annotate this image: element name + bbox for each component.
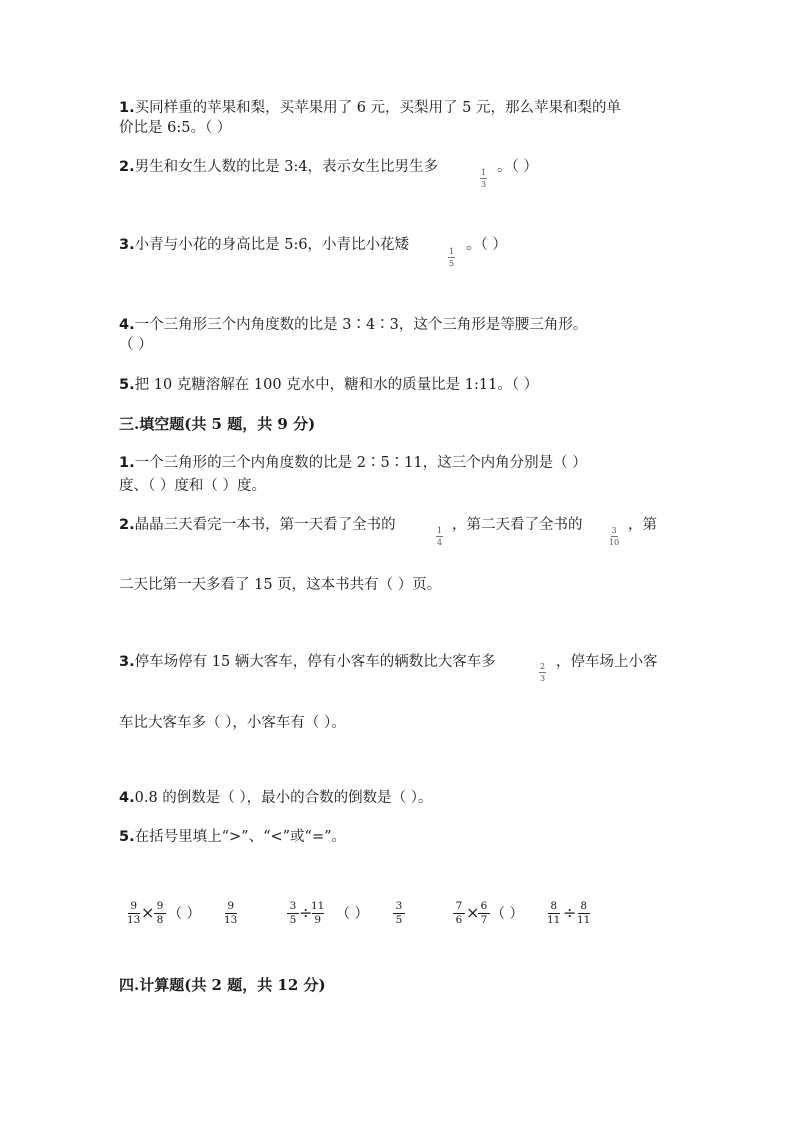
fraction-denominator: 5: [395, 914, 403, 926]
fraction-numerator: 8: [550, 900, 558, 912]
multiply-sign: ×: [141, 903, 155, 922]
divide-sign: ÷: [299, 903, 313, 922]
fraction-denominator: 13: [224, 914, 238, 926]
question-number: 5.: [119, 377, 135, 393]
fraction-numerator: 7: [455, 900, 463, 912]
fraction: [480, 168, 487, 189]
fill-question-1-line2: 度、（ ）度和（ ）度。: [119, 478, 266, 494]
section-heading: 三.填空题(共 5 题，共 9 分): [119, 415, 316, 433]
fill-question-4: [119, 788, 433, 808]
fraction-denominator: 9: [314, 914, 322, 926]
question-text: 小青与小花的身高比是 5:6，小青比小花矮: [134, 237, 410, 253]
fraction-numerator: 9: [130, 900, 138, 912]
judge-question-1: [119, 98, 621, 118]
answer-blank: （ ）: [336, 906, 369, 922]
question-number: 2.: [119, 517, 135, 533]
fraction-numerator: 1: [480, 168, 487, 177]
fraction-denominator: 6: [455, 914, 463, 926]
fraction: [224, 901, 237, 926]
fraction-denominator: 8: [156, 914, 164, 926]
fraction: [453, 901, 465, 926]
fill-question-5: [119, 827, 346, 847]
fraction: [127, 901, 140, 926]
answer-blank: （ ）: [491, 906, 524, 922]
judge-question-3: [119, 235, 409, 255]
fraction-numerator: 9: [156, 900, 164, 912]
question-number: 5.: [119, 829, 135, 845]
fraction-numerator: 1: [436, 526, 443, 535]
fraction-denominator: 10: [609, 538, 620, 547]
question-number: 4.: [119, 317, 135, 333]
fraction: [154, 901, 166, 926]
question-text-part: ，第: [628, 517, 657, 533]
fill-question-2-line2: 二天比第一天多看了 15 页，这本书共有（ ）页。: [119, 577, 442, 593]
question-tail: 。（ ）: [466, 237, 507, 253]
fraction-denominator: 3: [539, 674, 546, 683]
judge-question-4-line2: （ ）: [119, 337, 153, 353]
fraction: [393, 901, 405, 926]
fraction: [311, 901, 324, 926]
question-text: 停车场停有 15 辆大客车，停有小客车的辆数比大客车多: [134, 654, 496, 670]
question-text-part: ，第二天看了全书的: [452, 517, 583, 533]
fraction-numerator: 8: [580, 900, 588, 912]
question-number: 1.: [119, 455, 135, 471]
question-text: 0.8 的倒数是（ ），最小的合数的倒数是（ ）。: [134, 790, 433, 806]
question-text: 在括号里填上“>”、“<”或“=”。: [134, 829, 347, 845]
question-number: 3.: [119, 237, 135, 253]
question-number: 3.: [119, 654, 135, 670]
fraction-denominator: 11: [547, 914, 561, 926]
question-text: 一个三角形的三个内角度数的比是 2∶5∶11，这三个内角分别是（ ）: [134, 455, 587, 471]
section-heading: 四.计算题(共 2 题，共 12 分): [119, 976, 326, 994]
fill-question-2: [119, 515, 396, 535]
divide-sign: ÷: [563, 903, 577, 922]
fraction-numerator: 3: [611, 526, 617, 535]
multiply-sign: ×: [466, 903, 480, 922]
fraction-denominator: 11: [577, 914, 591, 926]
fraction: [478, 901, 490, 926]
fraction: [448, 247, 455, 268]
question-text: 晶晶三天看完一本书，第一天看了全书的: [134, 517, 396, 533]
question-text-part: ，停车场上小客: [556, 654, 658, 670]
fraction-numerator: 6: [480, 900, 488, 912]
fill-question-3: [119, 652, 496, 672]
judge-question-1-line2: 价比是 6:5。（ ）: [119, 120, 232, 136]
fraction-numerator: 1: [448, 247, 455, 256]
fraction: [609, 526, 619, 547]
judge-question-2: [119, 157, 438, 177]
fraction: [436, 526, 443, 547]
fraction-denominator: 5: [289, 914, 297, 926]
fraction-denominator: 13: [127, 914, 141, 926]
judge-question-4: [119, 315, 587, 335]
fill-question-3-line2: 车比大客车多（ ），小客车有（ ）。: [119, 715, 346, 731]
fill-question-1: [119, 453, 587, 473]
fraction: [539, 662, 546, 683]
fraction: [577, 901, 590, 926]
fraction-denominator: 5: [448, 259, 455, 268]
question-text: 买同样重的苹果和梨，买苹果用了 6 元，买梨用了 5 元，那么苹果和梨的单: [134, 100, 621, 116]
fraction-numerator: 2: [539, 662, 546, 671]
question-text: 一个三角形三个内角度数的比是 3∶4∶3，这个三角形是等腰三角形。: [134, 317, 588, 333]
fraction-numerator: 3: [289, 900, 297, 912]
question-number: 4.: [119, 790, 135, 806]
fraction: [547, 901, 560, 926]
question-text: 男生和女生人数的比是 3:4，表示女生比男生多: [134, 159, 439, 175]
fraction-denominator: 7: [480, 914, 488, 926]
question-tail: 。（ ）: [497, 159, 538, 175]
judge-question-5: [119, 375, 538, 395]
fraction: [287, 901, 299, 926]
fraction-denominator: 4: [436, 538, 443, 547]
answer-blank: （ ）: [168, 906, 201, 922]
fraction-numerator: 9: [227, 900, 235, 912]
question-number: 1.: [119, 100, 135, 116]
question-number: 2.: [119, 159, 135, 175]
fraction-denominator: 3: [480, 180, 487, 189]
fraction-numerator: 11: [311, 900, 325, 912]
question-text: 把 10 克糖溶解在 100 克水中，糖和水的质量比是 1:11。（ ）: [134, 377, 539, 393]
fraction-numerator: 3: [395, 900, 403, 912]
